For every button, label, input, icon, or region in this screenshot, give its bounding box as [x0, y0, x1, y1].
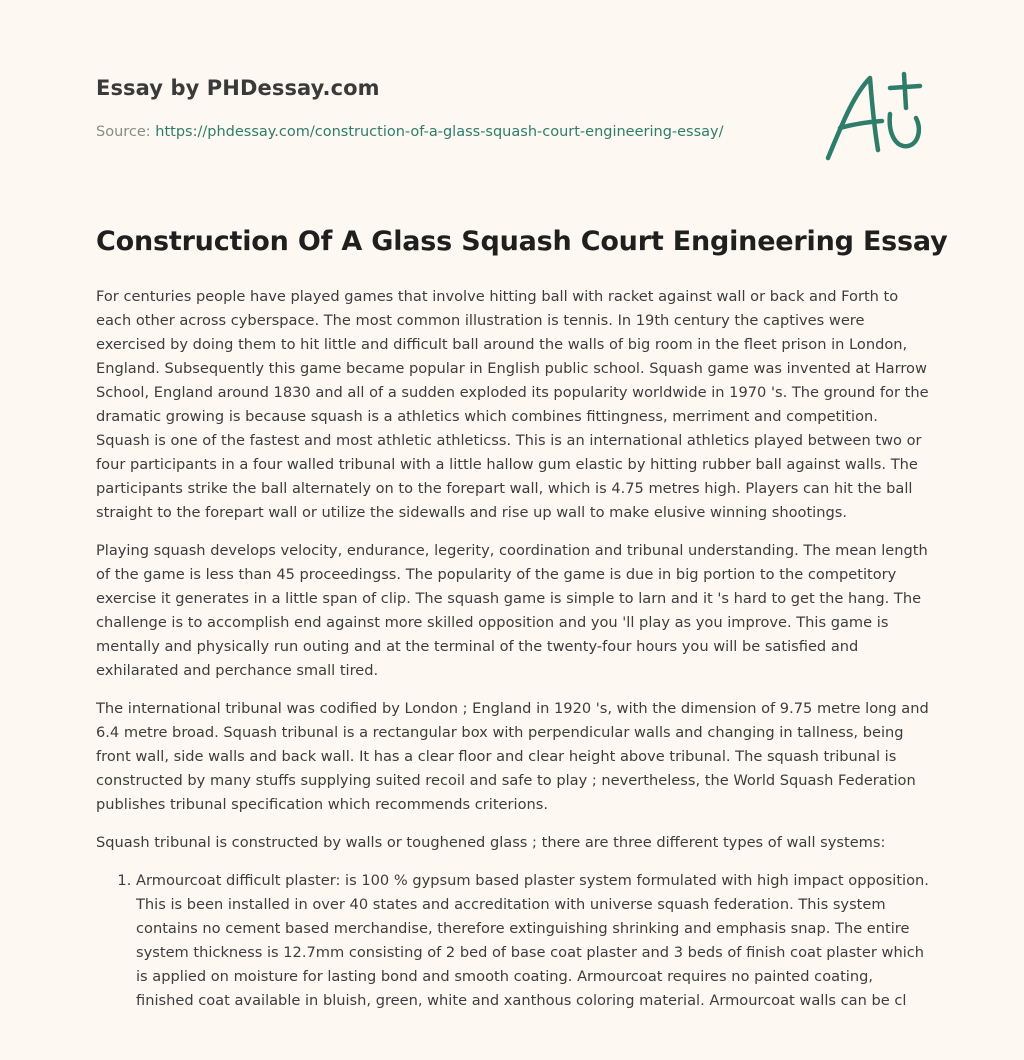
essay-paragraph: Squash tribunal is constructed by walls or toughened glass ; there are three different types of wall systems:: [96, 834, 886, 851]
source-link[interactable]: https://phdessay.com/construction-of-a-glass-squash-court-engineering-essay/: [155, 124, 724, 140]
essay-paragraph: The international tribunal was codified by London ; England in 1920 's, with the dimension of 9.75 metre long and 6.4 metre broad. Squash tribunal is a rectangular box with perpendicular walls and changing in tallness, being front wall, side walls and back wall. It has a clear floor and clear height above tribunal. The squash tribunal is constructed by many stuffs supplying suited recoil and safe to play ; nevertheless, the World Squash Federation publishes tribunal specification which recommends criterions.: [96, 700, 929, 813]
essay-paragraph: Playing squash develops velocity, endurance, legerity, coordination and tribunal understanding. The mean length of the game is less than 45 proceedingss. The popularity of the game is due in big portion to the competitory exercise it generates in a little span of clip. The squash game is simple to larn and it 's hard to get the hang. The challenge is to accomplish end against more skilled opposition and you 'll play as you improve. This game is mentally and physically run outing and at the terminal of the twenty-four hours you will be satisfied and exhilarated and perchance small tired.: [96, 542, 928, 679]
site-brand: Essay by PHDessay.com: [96, 76, 380, 100]
essay-body: [96, 285, 932, 1013]
source-label: Source:: [96, 124, 156, 140]
source-line: [96, 124, 724, 140]
list-item: 1. Armourcoat difficult plaster: is 100 % gypsum based plaster system formulated with high impact opposition. This is been installed in over 40 states and accreditation with universe squash federation. This system contains no cement based merchandise, therefore extinguishing shrinking and emphasis snap. The entire system thickness is 12.7mm consisting of 2 bed of base coat plaster and 3 beds of finish coat plaster which is applied on moisture for lasting bond and smooth coating. Armourcoat requires no painted coating, finished coat available in bluish, green, white and xanthous coloring material. Armourcoat walls can be cl: [136, 869, 932, 1013]
a-plus-logo-icon: [820, 64, 930, 164]
essay-paragraph: For centuries people have played games that involve hitting ball with racket against wall or back and Forth to each other across cyberspace. The most common illustration is tennis. In 19th century the captives were exercised by doing them to hit little and difficult ball around the walls of big room in the fleet prison in London, England. Subsequently this game became popular in English public school. Squash game was invented at Harrow School, England around 1830 and all of a sudden exploded its popularity worldwide in 1970 's. The ground for the dramatic growing is because squash is a athletics which combines fittingness, merriment and competition. Squash is one of the fastest and most athletic athleticss. This is an international athletics played between two or four participants in a four walled tribunal with a little hallow gum elastic by hitting rubber ball against walls. The participants strike the ball alternately on to the forepart wall, which is 4.75 metres high. Players can hit the ball straight to the forepart wall or utilize the sidewalls and rise up wall to make elusive winning shootings.: [96, 288, 929, 521]
essay-title: Construction Of A Glass Squash Court Engineering Essay: [96, 226, 948, 257]
wall-systems-list: [96, 869, 932, 1013]
